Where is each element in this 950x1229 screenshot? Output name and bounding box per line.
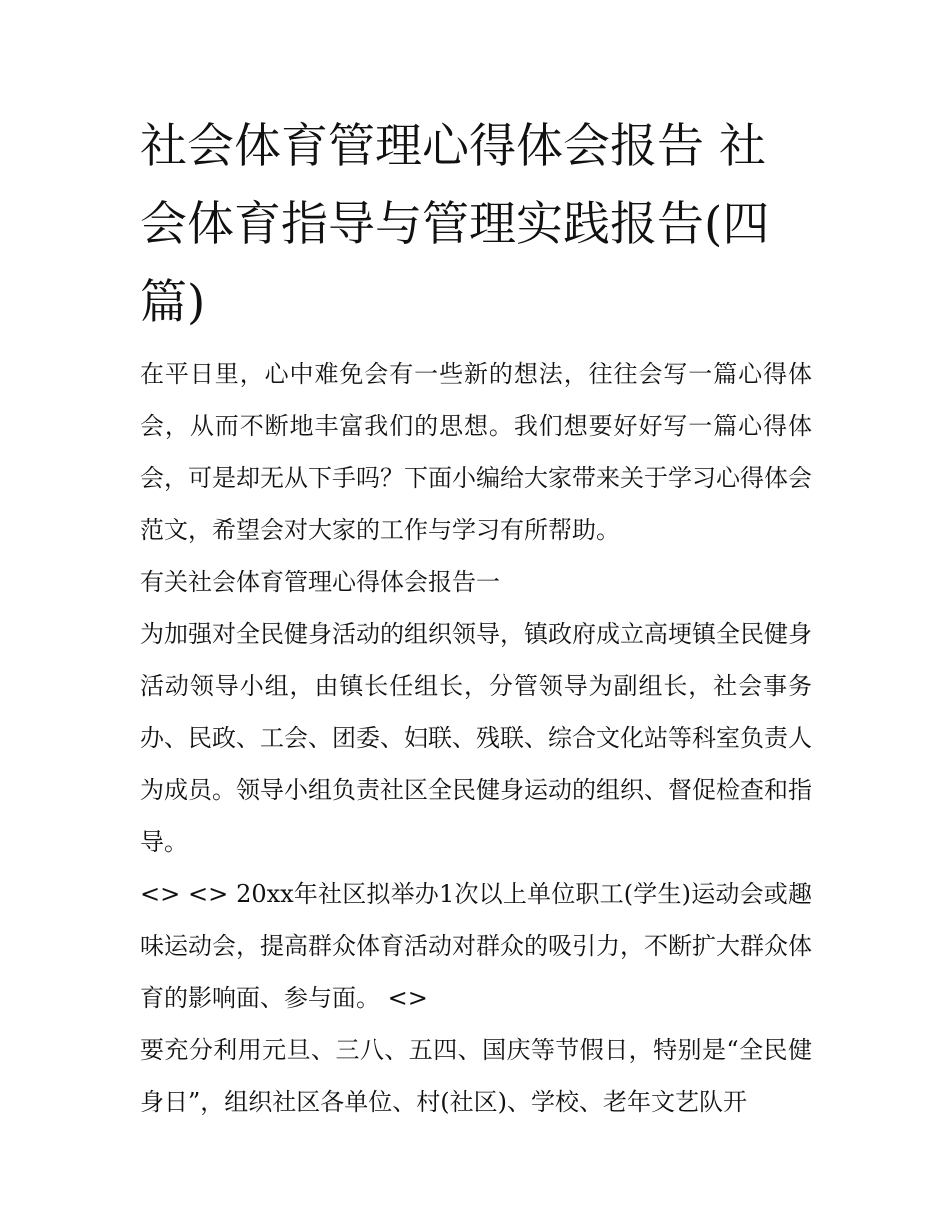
- document-title: 社会体育管理心得体会报告 社会体育指导与管理实践报告(四篇): [140, 119, 770, 330]
- body-paragraph: <> <> 20xx年社区拟举办1次以上单位职工(学生)运动会或趣味运动会，提高群众体育活动对群众的吸引力，不断扩大群众体育的影响面、参与面。 <>: [140, 880, 812, 1012]
- intro-paragraph: 在平日里，心中难免会有一些新的想法，往往会写一篇心得体会，从而不断地丰富我们的思想。我们想要好好写一篇心得体会，可是却无从下手吗？下面小编给大家带来关于学习心得体会范文，希望会对大家的工作与学习有所帮助。: [140, 360, 812, 544]
- document-body: [140, 108, 812, 1128]
- section-heading: 有关社会体育管理心得体会报告一: [140, 568, 500, 596]
- body-paragraph: 为加强对全民健身活动的组织领导，镇政府成立高埂镇全民健身活动领导小组，由镇长任组长，分管领导为副组长，社会事务办、民政、工会、团委、妇联、残联、综合文化站等科室负责人为成员。领导小组负责社区全民健身运动的组织、督促检查和指导。: [140, 620, 812, 856]
- body-paragraph: 要充分利用元旦、三八、五四、国庆等节假日，特别是“全民健身日”，组织社区各单位、村(社区)、学校、老年文艺队开: [140, 1036, 812, 1116]
